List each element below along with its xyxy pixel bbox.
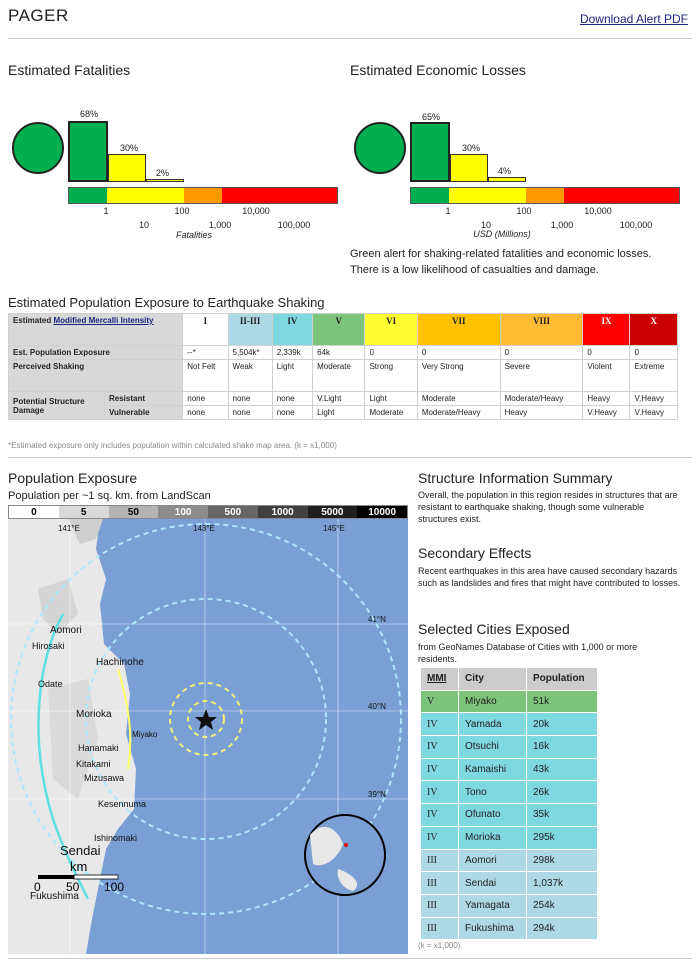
- fatalities-bar-label-1: 68%: [80, 109, 99, 119]
- damage-vulnerable-row: [9, 406, 678, 420]
- damage-vulnerable-cell: none: [228, 406, 272, 420]
- mmi-cell: I: [183, 314, 228, 346]
- losses-bar-1: [410, 122, 450, 182]
- fatalities-tick-100000: 100,000: [277, 220, 311, 230]
- secondary-text: Recent earthquakes in this area have caused secondary hazards such as landslides and fires that might have contributed to losses.: [418, 566, 681, 588]
- damage-vulnerable-cell: Light: [313, 406, 365, 420]
- damage-vulnerable-cell: none: [183, 406, 228, 420]
- population-legend: [8, 505, 408, 519]
- lat-label-39: 39°N: [368, 790, 386, 799]
- shaking-row-label: Perceived Shaking: [9, 360, 183, 392]
- fatalities-tick-100: 100: [174, 206, 190, 216]
- page-title: PAGER: [8, 6, 69, 25]
- resistant-label: Resistant: [105, 392, 183, 406]
- city-mmi-cell: IV: [421, 781, 459, 804]
- damage-vulnerable-cell: Heavy: [500, 406, 583, 420]
- mmi-cell: X: [630, 314, 678, 346]
- mmi-cell: VI: [365, 314, 417, 346]
- population-row-label: Est. Population Exposure: [9, 346, 183, 360]
- damage-vulnerable-cell: Moderate/Heavy: [417, 406, 500, 420]
- damage-vulnerable-cell: V.Heavy: [583, 406, 630, 420]
- city-mmi-cell: IV: [421, 826, 459, 849]
- table-row: [421, 713, 598, 736]
- legend-5: 5: [59, 506, 109, 518]
- population-cell: 5,504k*: [228, 346, 272, 360]
- fatalities-axis-label: Fatalities: [175, 230, 213, 240]
- fatalities-bar-label-2: 30%: [120, 143, 139, 153]
- losses-bar-label-1: 65%: [422, 112, 441, 122]
- city-pop-cell: 1,037k: [527, 872, 598, 895]
- fatalities-bar-2: [108, 154, 146, 182]
- cities-heading: Selected Cities Exposed: [418, 621, 570, 637]
- table-row: [421, 758, 598, 781]
- fatalities-bar-1: [68, 121, 108, 182]
- table-row: [421, 804, 598, 827]
- city-pop-cell: 20k: [527, 713, 598, 736]
- losses-tick-1000: 1,000: [550, 220, 574, 230]
- damage-resistant-cell: Moderate/Heavy: [500, 392, 583, 406]
- damage-resistant-row: [9, 392, 678, 406]
- table-row: [421, 781, 598, 804]
- population-cell: 0: [500, 346, 583, 360]
- city-city-cell: Tono: [459, 781, 527, 804]
- city-pop-cell: 294k: [527, 917, 598, 940]
- map-city-label: Morioka: [76, 709, 112, 720]
- losses-bar-2: [450, 154, 488, 182]
- mmi-cell: IV: [272, 314, 312, 346]
- damage-resistant-cell: V.Light: [313, 392, 365, 406]
- lon-label-145: 145°E: [323, 524, 345, 533]
- table-row: [421, 849, 598, 872]
- cities-header-row: [421, 668, 598, 691]
- shaking-cell: Extreme: [630, 360, 678, 392]
- exposure-map[interactable]: [8, 519, 408, 954]
- alert-summary: [350, 246, 651, 278]
- city-mmi-cell: III: [421, 894, 459, 917]
- map-heading: Population Exposure: [8, 470, 138, 486]
- legend-5000: 5000: [308, 506, 358, 518]
- mmi-row: [9, 314, 678, 346]
- mmi-cell: V: [313, 314, 365, 346]
- damage-resistant-cell: Heavy: [583, 392, 630, 406]
- scale-unit: km: [70, 859, 88, 874]
- mmi-link[interactable]: Modified Mercalli Intensity: [53, 316, 154, 325]
- shaking-cell: Violent: [583, 360, 630, 392]
- shaking-cell: Very Strong: [417, 360, 500, 392]
- population-cell: 64k: [313, 346, 365, 360]
- cities-footnote: (k = x1,000): [418, 941, 461, 950]
- city-pop-cell: 51k: [527, 690, 598, 713]
- city-mmi-cell: IV: [421, 736, 459, 759]
- damage-vulnerable-cell: none: [272, 406, 312, 420]
- population-cell: 0: [365, 346, 417, 360]
- city-city-cell: Miyako: [459, 690, 527, 713]
- fatalities-tick-10000: 10,000: [242, 206, 270, 216]
- damage-resistant-cell: V.Heavy: [630, 392, 678, 406]
- fatalities-bar-3: [146, 179, 184, 182]
- losses-tick-100: 100: [516, 206, 532, 216]
- lon-label-141: 141°E: [58, 524, 80, 533]
- map-city-label: Fukushima: [30, 891, 79, 902]
- shaking-cell: Strong: [365, 360, 417, 392]
- header-divider: [8, 38, 692, 39]
- table-row: [421, 917, 598, 940]
- section-divider: [8, 457, 692, 458]
- losses-tick-10: 10: [480, 220, 492, 230]
- city-mmi-cell: IV: [421, 713, 459, 736]
- mmi-cell: II-III: [228, 314, 272, 346]
- table-row: [421, 736, 598, 759]
- inset-epicenter-icon: [344, 843, 348, 847]
- population-cell: 0: [417, 346, 500, 360]
- population-row: [9, 346, 678, 360]
- mmi-cell: VII: [417, 314, 500, 346]
- map-city-label: Kitakami: [76, 759, 111, 769]
- fatalities-heading: Estimated Fatalities: [8, 62, 131, 78]
- city-mmi-cell: V: [421, 690, 459, 713]
- losses-scale: [410, 187, 680, 239]
- losses-tick-10000: 10,000: [584, 206, 612, 216]
- col-city: City: [459, 668, 527, 691]
- exposure-table: [8, 313, 678, 420]
- city-pop-cell: 35k: [527, 804, 598, 827]
- shaking-cell: Light: [272, 360, 312, 392]
- structure-text: Overall, the population in this region resides in structures that are resistant to earthquake shaking, though some vulnerable structures exist.: [418, 490, 678, 524]
- legend-0: 0: [9, 506, 59, 518]
- map-city-label: Kesennuma: [98, 799, 147, 809]
- damage-vulnerable-cell: V.Heavy: [630, 406, 678, 420]
- city-pop-cell: 43k: [527, 758, 598, 781]
- exposure-footnote: *Estimated exposure only includes population within calculated shake map area. (k = x1,000): [8, 441, 337, 450]
- alert-summary-line-1: Green alert for shaking-related fatalities and economic losses.: [350, 248, 652, 260]
- city-pop-cell: 254k: [527, 894, 598, 917]
- map-city-label: Mizusawa: [84, 773, 125, 783]
- losses-axis-label: USD (Millions): [473, 229, 531, 239]
- exposure-heading: Estimated Population Exposure to Earthquake Shaking: [8, 295, 325, 310]
- damage-resistant-cell: none: [183, 392, 228, 406]
- losses-heading: Estimated Economic Losses: [350, 62, 526, 78]
- fatalities-bar-label-3: 2%: [156, 168, 170, 178]
- damage-resistant-cell: none: [228, 392, 272, 406]
- fatalities-histogram: [68, 100, 198, 185]
- legend-1000: 1000: [258, 506, 308, 518]
- damage-resistant-cell: Moderate: [417, 392, 500, 406]
- fatalities-tick-1: 1: [103, 206, 109, 216]
- city-city-cell: Aomori: [459, 849, 527, 872]
- col-population: Population: [527, 668, 598, 691]
- damage-resistant-cell: Light: [365, 392, 417, 406]
- secondary-heading: Secondary Effects: [418, 545, 532, 561]
- map-city-label: Miyako: [132, 730, 158, 739]
- map-city-label: Ishinomaki: [94, 833, 138, 843]
- vulnerable-label: Vulnerable: [105, 406, 183, 420]
- losses-tick-100000: 100,000: [619, 220, 653, 230]
- fatalities-tick-10: 10: [138, 220, 150, 230]
- population-cell: 0: [583, 346, 630, 360]
- map-city-label: Hanamaki: [78, 743, 119, 753]
- bottom-divider: [8, 958, 692, 959]
- legend-500: 500: [208, 506, 258, 518]
- table-row: [421, 826, 598, 849]
- losses-bar-3: [488, 177, 526, 182]
- shaking-row: [9, 360, 678, 392]
- map-subheading: Population per ~1 sq. km. from LandScan: [8, 490, 211, 502]
- map-city-label: Sendai: [60, 843, 101, 858]
- alert-summary-line-2: There is a low likelihood of casualties and damage.: [350, 264, 599, 276]
- mmi-row-label: Estimated Modified Mercalli Intensity: [9, 314, 183, 346]
- cities-table: [420, 667, 598, 940]
- map-city-label: Odate: [38, 679, 63, 689]
- city-city-cell: Sendai: [459, 872, 527, 895]
- city-mmi-cell: III: [421, 849, 459, 872]
- city-pop-cell: 295k: [527, 826, 598, 849]
- population-cell: --*: [183, 346, 228, 360]
- map-city-label: Aomori: [50, 625, 82, 636]
- city-pop-cell: 298k: [527, 849, 598, 872]
- city-city-cell: Otsuchi: [459, 736, 527, 759]
- city-city-cell: Kamaishi: [459, 758, 527, 781]
- losses-histogram: [410, 100, 540, 185]
- shaking-cell: Severe: [500, 360, 583, 392]
- losses-bar-label-3: 4%: [498, 166, 512, 176]
- map-city-label: Hirosaki: [32, 641, 65, 651]
- city-city-cell: Morioka: [459, 826, 527, 849]
- scale-tick-100: 100: [104, 880, 125, 894]
- col-mmi: MMI: [421, 668, 459, 691]
- structure-heading: Structure Information Summary: [418, 470, 613, 486]
- damage-row-label: Potential Structure Damage: [9, 392, 105, 420]
- lat-label-40: 40°N: [368, 702, 386, 711]
- city-mmi-cell: IV: [421, 804, 459, 827]
- city-city-cell: Yamagata: [459, 894, 527, 917]
- mmi-cell: VIII: [500, 314, 583, 346]
- scale-tick-50: 50: [66, 880, 80, 894]
- losses-bar-label-2: 30%: [462, 143, 481, 153]
- damage-vulnerable-cell: Moderate: [365, 406, 417, 420]
- city-city-cell: Fukushima: [459, 917, 527, 940]
- table-row: [421, 690, 598, 713]
- download-pdf-link[interactable]: Download Alert PDF: [579, 12, 688, 26]
- table-row: [421, 872, 598, 895]
- city-mmi-cell: III: [421, 917, 459, 940]
- losses-tick-1: 1: [445, 206, 451, 216]
- inset-globe: [305, 815, 385, 895]
- lon-label-143: 143°E: [193, 524, 215, 533]
- shaking-cell: Not Felt: [183, 360, 228, 392]
- shaking-cell: Moderate: [313, 360, 365, 392]
- scale-tick-0: 0: [34, 880, 41, 894]
- mmi-cell: IX: [583, 314, 630, 346]
- population-cell: 0: [630, 346, 678, 360]
- city-mmi-cell: IV: [421, 758, 459, 781]
- shaking-cell: Weak: [228, 360, 272, 392]
- city-pop-cell: 16k: [527, 736, 598, 759]
- lat-label-41: 41°N: [368, 615, 386, 624]
- legend-50: 50: [109, 506, 159, 518]
- population-cell: 2,339k: [272, 346, 312, 360]
- fatalities-tick-1000: 1,000: [208, 220, 232, 230]
- damage-resistant-cell: none: [272, 392, 312, 406]
- table-row: [421, 894, 598, 917]
- city-pop-cell: 26k: [527, 781, 598, 804]
- losses-alert-circle: [354, 122, 406, 174]
- city-mmi-cell: III: [421, 872, 459, 895]
- city-city-cell: Ofunato: [459, 804, 527, 827]
- legend-100: 100: [158, 506, 208, 518]
- fatalities-scale: [68, 187, 338, 239]
- map-city-label: Hachinohe: [96, 657, 144, 668]
- legend-10000: 10000: [357, 506, 407, 518]
- cities-source: from GeoNames Database of Cities with 1,000 or more residents.: [418, 642, 638, 664]
- fatalities-alert-circle: [12, 122, 64, 174]
- city-city-cell: Yamada: [459, 713, 527, 736]
